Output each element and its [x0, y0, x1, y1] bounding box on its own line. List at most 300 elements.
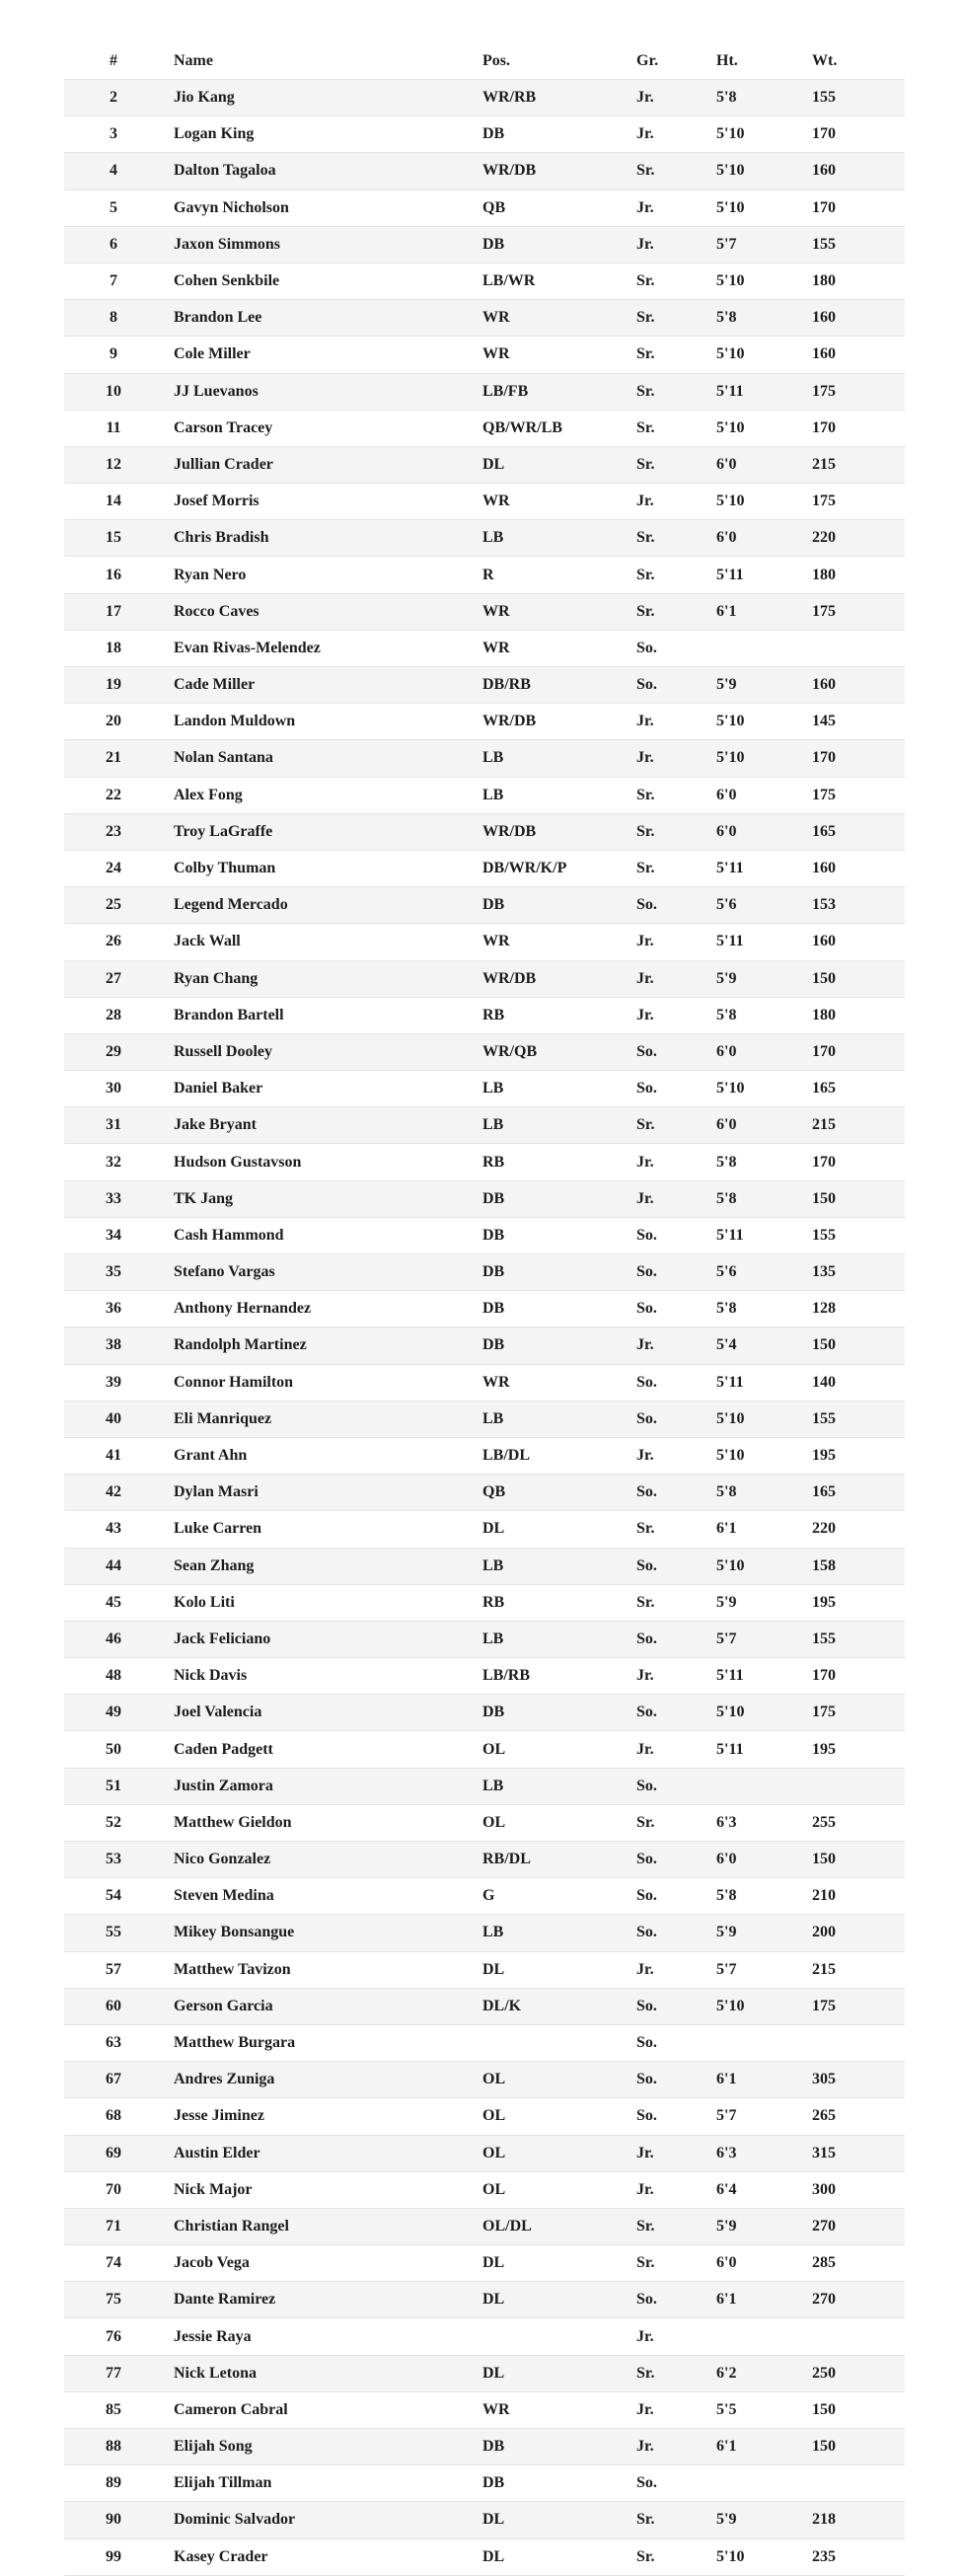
cell-name: Cameron Cabral [163, 2391, 472, 2428]
cell-height: 6'1 [705, 2062, 801, 2098]
cell-name: Russell Dooley [163, 1033, 472, 1070]
cell-weight: 175 [801, 593, 905, 630]
roster-body [64, 80, 905, 2576]
table-row [64, 189, 905, 226]
cell-name: Matthew Tavizon [163, 1951, 472, 1988]
cell-pos: DL [472, 446, 626, 483]
cell-weight: 195 [801, 1731, 905, 1768]
cell-grade: Jr. [626, 189, 705, 226]
cell-number: 76 [64, 2318, 163, 2355]
cell-pos: LB/DL [472, 1437, 626, 1474]
cell-weight [801, 2318, 905, 2355]
cell-weight: 210 [801, 1878, 905, 1915]
cell-weight: 300 [801, 2171, 905, 2208]
cell-height: 5'11 [705, 924, 801, 960]
cell-pos: WR/DB [472, 153, 626, 189]
cell-grade: Jr. [626, 484, 705, 520]
cell-height: 6'3 [705, 2135, 801, 2171]
cell-number: 8 [64, 300, 163, 337]
cell-pos: WR/RB [472, 80, 626, 116]
cell-number: 9 [64, 337, 163, 373]
cell-pos: RB [472, 1584, 626, 1621]
cell-pos: WR/QB [472, 1033, 626, 1070]
cell-grade: Jr. [626, 704, 705, 740]
table-row [64, 1842, 905, 1878]
cell-weight: 215 [801, 446, 905, 483]
cell-grade: Jr. [626, 116, 705, 153]
cell-number: 60 [64, 1988, 163, 2024]
cell-pos: DB [472, 1217, 626, 1253]
cell-pos [472, 2024, 626, 2061]
table-row [64, 80, 905, 116]
cell-number: 35 [64, 1254, 163, 1291]
cell-grade: So. [626, 1475, 705, 1511]
cell-weight: 175 [801, 373, 905, 410]
cell-number: 21 [64, 740, 163, 777]
cell-weight: 145 [801, 704, 905, 740]
cell-height: 5'4 [705, 1327, 801, 1364]
cell-weight: 170 [801, 740, 905, 777]
cell-pos: WR [472, 2391, 626, 2428]
cell-pos: WR [472, 484, 626, 520]
cell-grade: Jr. [626, 2171, 705, 2208]
cell-pos: DB [472, 1254, 626, 1291]
cell-number: 6 [64, 226, 163, 263]
table-row [64, 1291, 905, 1327]
cell-grade: So. [626, 1401, 705, 1437]
cell-number: 33 [64, 1180, 163, 1217]
table-row [64, 2465, 905, 2502]
cell-name: Dalton Tagaloa [163, 153, 472, 189]
cell-pos: QB [472, 1475, 626, 1511]
cell-height: 6'3 [705, 1804, 801, 1841]
cell-number: 14 [64, 484, 163, 520]
cell-weight: 175 [801, 1988, 905, 2024]
cell-height: 6'0 [705, 520, 801, 557]
cell-height: 5'10 [705, 1988, 801, 2024]
cell-height: 5'10 [705, 153, 801, 189]
table-row [64, 924, 905, 960]
cell-height: 5'6 [705, 1254, 801, 1291]
cell-pos: WR [472, 300, 626, 337]
cell-name: Brandon Lee [163, 300, 472, 337]
cell-height: 5'8 [705, 1291, 801, 1327]
cell-grade: Sr. [626, 557, 705, 593]
cell-pos: DL [472, 2355, 626, 2391]
cell-number: 25 [64, 887, 163, 924]
cell-pos: DL/K [472, 1988, 626, 2024]
cell-weight: 170 [801, 1033, 905, 1070]
table-row [64, 1731, 905, 1768]
table-row [64, 1364, 905, 1401]
cell-weight: 270 [801, 2282, 905, 2318]
table-row [64, 1144, 905, 1180]
cell-number: 68 [64, 2098, 163, 2135]
cell-number: 32 [64, 1144, 163, 1180]
cell-grade: So. [626, 667, 705, 704]
cell-name: Anthony Hernandez [163, 1291, 472, 1327]
cell-pos: WR/DB [472, 960, 626, 997]
cell-name: Connor Hamilton [163, 1364, 472, 1401]
cell-pos: WR [472, 337, 626, 373]
cell-pos: DB [472, 1327, 626, 1364]
table-row [64, 1180, 905, 1217]
cell-number: 24 [64, 850, 163, 886]
table-row [64, 1475, 905, 1511]
cell-name: Landon Muldown [163, 704, 472, 740]
table-row [64, 1401, 905, 1437]
cell-grade: Sr. [626, 520, 705, 557]
cell-height: 5'10 [705, 410, 801, 446]
table-row [64, 116, 905, 153]
table-row [64, 1548, 905, 1584]
cell-pos: DB/WR/K/P [472, 850, 626, 886]
cell-height: 5'10 [705, 1548, 801, 1584]
cell-height: 6'2 [705, 2355, 801, 2391]
cell-number: 44 [64, 1548, 163, 1584]
cell-pos [472, 2318, 626, 2355]
cell-grade: So. [626, 2024, 705, 2061]
cell-grade: Sr. [626, 777, 705, 813]
cell-name: Dante Ramirez [163, 2282, 472, 2318]
cell-height: 5'9 [705, 2502, 801, 2538]
cell-number: 54 [64, 1878, 163, 1915]
cell-pos: DB/RB [472, 667, 626, 704]
cell-height: 6'0 [705, 777, 801, 813]
cell-height: 5'8 [705, 997, 801, 1033]
cell-weight: 155 [801, 80, 905, 116]
table-row [64, 2208, 905, 2244]
cell-weight: 175 [801, 484, 905, 520]
cell-name: Joel Valencia [163, 1695, 472, 1731]
cell-weight: 215 [801, 1951, 905, 1988]
cell-name: Jullian Crader [163, 446, 472, 483]
cell-grade: So. [626, 887, 705, 924]
cell-height: 5'5 [705, 2391, 801, 2428]
cell-height: 5'7 [705, 2098, 801, 2135]
table-row [64, 2171, 905, 2208]
cell-pos: LB/FB [472, 373, 626, 410]
cell-height: 5'10 [705, 189, 801, 226]
cell-grade: Jr. [626, 1437, 705, 1474]
cell-height [705, 1768, 801, 1804]
cell-name: Alex Fong [163, 777, 472, 813]
cell-name: Hudson Gustavson [163, 1144, 472, 1180]
table-row [64, 1327, 905, 1364]
table-row [64, 2098, 905, 2135]
cell-number: 20 [64, 704, 163, 740]
cell-weight: 180 [801, 557, 905, 593]
cell-weight: 175 [801, 777, 905, 813]
cell-pos: WR [472, 593, 626, 630]
cell-height: 5'11 [705, 557, 801, 593]
cell-height: 5'6 [705, 887, 801, 924]
cell-pos: DL [472, 2245, 626, 2282]
cell-name: Jessie Raya [163, 2318, 472, 2355]
cell-grade: So. [626, 1621, 705, 1657]
cell-name: Cole Miller [163, 337, 472, 373]
cell-height: 5'10 [705, 263, 801, 299]
cell-height: 5'11 [705, 1731, 801, 1768]
cell-pos: LB [472, 520, 626, 557]
cell-weight: 165 [801, 1475, 905, 1511]
table-row [64, 1658, 905, 1695]
cell-height: 6'0 [705, 446, 801, 483]
cell-weight: 150 [801, 1327, 905, 1364]
table-row [64, 777, 905, 813]
cell-pos: LB/WR [472, 263, 626, 299]
table-row [64, 1878, 905, 1915]
cell-grade: Jr. [626, 740, 705, 777]
cell-grade: Sr. [626, 300, 705, 337]
cell-number: 55 [64, 1915, 163, 1951]
cell-height: 5'8 [705, 300, 801, 337]
cell-weight: 250 [801, 2355, 905, 2391]
cell-height: 5'10 [705, 337, 801, 373]
cell-pos: WR [472, 630, 626, 666]
cell-grade: Sr. [626, 1804, 705, 1841]
cell-grade: Sr. [626, 2502, 705, 2538]
cell-height: 6'0 [705, 813, 801, 850]
cell-number: 4 [64, 153, 163, 189]
cell-number: 49 [64, 1695, 163, 1731]
cell-number: 26 [64, 924, 163, 960]
cell-name: Matthew Burgara [163, 2024, 472, 2061]
table-row [64, 2502, 905, 2538]
cell-pos: DL [472, 1951, 626, 1988]
cell-name: Ryan Nero [163, 557, 472, 593]
cell-grade: Sr. [626, 813, 705, 850]
cell-weight [801, 2024, 905, 2061]
cell-weight: 150 [801, 1180, 905, 1217]
cell-pos: OL [472, 1804, 626, 1841]
cell-height: 5'10 [705, 1071, 801, 1107]
cell-grade: Jr. [626, 997, 705, 1033]
cell-name: Legend Mercado [163, 887, 472, 924]
cell-weight [801, 630, 905, 666]
cell-number: 48 [64, 1658, 163, 1695]
cell-grade: Jr. [626, 960, 705, 997]
cell-weight: 170 [801, 1658, 905, 1695]
cell-pos: DL [472, 2538, 626, 2575]
table-row [64, 2355, 905, 2391]
cell-name: Cash Hammond [163, 1217, 472, 1253]
cell-name: Caden Padgett [163, 1731, 472, 1768]
cell-weight: 158 [801, 1548, 905, 1584]
cell-grade: Sr. [626, 153, 705, 189]
cell-number: 67 [64, 2062, 163, 2098]
cell-grade: Sr. [626, 2538, 705, 2575]
cell-height: 5'10 [705, 1695, 801, 1731]
cell-grade: So. [626, 1217, 705, 1253]
cell-grade: Jr. [626, 1327, 705, 1364]
cell-pos: WR [472, 1364, 626, 1401]
cell-number: 31 [64, 1107, 163, 1144]
cell-name: Gavyn Nicholson [163, 189, 472, 226]
cell-number: 34 [64, 1217, 163, 1253]
table-row [64, 226, 905, 263]
cell-number: 3 [64, 116, 163, 153]
cell-pos: LB [472, 777, 626, 813]
cell-pos: WR/DB [472, 704, 626, 740]
cell-name: Stefano Vargas [163, 1254, 472, 1291]
cell-pos: DB [472, 116, 626, 153]
cell-name: Josef Morris [163, 484, 472, 520]
column-header-height: Ht. [705, 43, 801, 80]
cell-name: Troy LaGraffe [163, 813, 472, 850]
cell-weight: 160 [801, 924, 905, 960]
cell-number: 10 [64, 373, 163, 410]
cell-height: 5'10 [705, 704, 801, 740]
cell-height: 5'7 [705, 1621, 801, 1657]
cell-number: 23 [64, 813, 163, 850]
cell-name: Kolo Liti [163, 1584, 472, 1621]
cell-weight: 165 [801, 1071, 905, 1107]
cell-grade: Jr. [626, 2391, 705, 2428]
table-row [64, 410, 905, 446]
cell-name: Eli Manriquez [163, 1401, 472, 1437]
cell-grade: Jr. [626, 1658, 705, 1695]
cell-grade: So. [626, 2062, 705, 2098]
table-row [64, 850, 905, 886]
cell-grade: So. [626, 1071, 705, 1107]
cell-grade: So. [626, 1033, 705, 1070]
table-row [64, 373, 905, 410]
cell-weight: 170 [801, 189, 905, 226]
header-row [64, 43, 905, 80]
column-header-pos: Pos. [472, 43, 626, 80]
cell-height: 6'0 [705, 1107, 801, 1144]
cell-height [705, 630, 801, 666]
cell-name: Daniel Baker [163, 1071, 472, 1107]
cell-weight [801, 1768, 905, 1804]
cell-number: 11 [64, 410, 163, 446]
cell-name: Jack Wall [163, 924, 472, 960]
cell-number: 52 [64, 1804, 163, 1841]
cell-height: 5'10 [705, 116, 801, 153]
cell-height: 6'0 [705, 1033, 801, 1070]
cell-grade: Sr. [626, 2245, 705, 2282]
cell-name: Justin Zamora [163, 1768, 472, 1804]
cell-pos: LB [472, 1107, 626, 1144]
cell-pos: OL [472, 2135, 626, 2171]
table-row [64, 813, 905, 850]
cell-pos: WR [472, 924, 626, 960]
cell-name: Gerson Garcia [163, 1988, 472, 2024]
cell-number: 16 [64, 557, 163, 593]
cell-number: 17 [64, 593, 163, 630]
cell-number: 71 [64, 2208, 163, 2244]
table-row [64, 153, 905, 189]
roster-section [64, 43, 905, 2576]
cell-pos: RB [472, 1144, 626, 1180]
cell-pos: LB/RB [472, 1658, 626, 1695]
cell-name: Evan Rivas-Melendez [163, 630, 472, 666]
cell-name: Steven Medina [163, 1878, 472, 1915]
table-row [64, 1915, 905, 1951]
cell-pos: DB [472, 226, 626, 263]
cell-number: 30 [64, 1071, 163, 1107]
cell-grade: So. [626, 1695, 705, 1731]
table-row [64, 1107, 905, 1144]
cell-height: 6'1 [705, 593, 801, 630]
cell-height: 5'11 [705, 850, 801, 886]
cell-name: Logan King [163, 116, 472, 153]
cell-pos: LB [472, 1401, 626, 1437]
cell-pos: DB [472, 2429, 626, 2465]
cell-grade: Sr. [626, 337, 705, 373]
cell-number: 36 [64, 1291, 163, 1327]
cell-pos: OL [472, 1731, 626, 1768]
table-row [64, 997, 905, 1033]
cell-height: 5'11 [705, 1658, 801, 1695]
cell-name: Nick Davis [163, 1658, 472, 1695]
cell-height: 5'7 [705, 226, 801, 263]
cell-number: 46 [64, 1621, 163, 1657]
table-row [64, 960, 905, 997]
cell-weight: 150 [801, 2429, 905, 2465]
table-row [64, 337, 905, 373]
cell-weight: 255 [801, 1804, 905, 1841]
cell-height: 6'1 [705, 2282, 801, 2318]
cell-name: Chris Bradish [163, 520, 472, 557]
column-header-grade: Gr. [626, 43, 705, 80]
cell-pos: OL [472, 2098, 626, 2135]
cell-weight: 195 [801, 1584, 905, 1621]
cell-number: 63 [64, 2024, 163, 2061]
cell-name: Andres Zuniga [163, 2062, 472, 2098]
table-row [64, 2538, 905, 2575]
cell-grade: Sr. [626, 263, 705, 299]
cell-number: 90 [64, 2502, 163, 2538]
table-row [64, 1988, 905, 2024]
cell-height: 5'9 [705, 2208, 801, 2244]
cell-grade: So. [626, 630, 705, 666]
cell-height: 5'8 [705, 1475, 801, 1511]
cell-grade: Sr. [626, 593, 705, 630]
cell-name: Jake Bryant [163, 1107, 472, 1144]
table-row [64, 704, 905, 740]
cell-number: 74 [64, 2245, 163, 2282]
cell-number: 50 [64, 1731, 163, 1768]
table-row [64, 740, 905, 777]
cell-weight: 285 [801, 2245, 905, 2282]
cell-weight: 170 [801, 1144, 905, 1180]
cell-pos: DL [472, 2502, 626, 2538]
cell-height: 5'10 [705, 484, 801, 520]
cell-grade: Jr. [626, 1951, 705, 1988]
cell-grade: Sr. [626, 850, 705, 886]
cell-weight: 315 [801, 2135, 905, 2171]
cell-height: 5'9 [705, 1584, 801, 1621]
cell-name: Christian Rangel [163, 2208, 472, 2244]
cell-pos: G [472, 1878, 626, 1915]
cell-grade: Jr. [626, 2429, 705, 2465]
cell-name: Nick Letona [163, 2355, 472, 2391]
cell-number: 77 [64, 2355, 163, 2391]
cell-weight: 270 [801, 2208, 905, 2244]
table-row [64, 557, 905, 593]
cell-pos: DB [472, 1291, 626, 1327]
cell-height: 5'11 [705, 373, 801, 410]
cell-weight: 155 [801, 226, 905, 263]
cell-name: Kasey Crader [163, 2538, 472, 2575]
cell-number: 18 [64, 630, 163, 666]
cell-height: 5'10 [705, 2538, 801, 2575]
cell-pos: DB [472, 1180, 626, 1217]
cell-pos: DB [472, 887, 626, 924]
cell-weight: 160 [801, 153, 905, 189]
